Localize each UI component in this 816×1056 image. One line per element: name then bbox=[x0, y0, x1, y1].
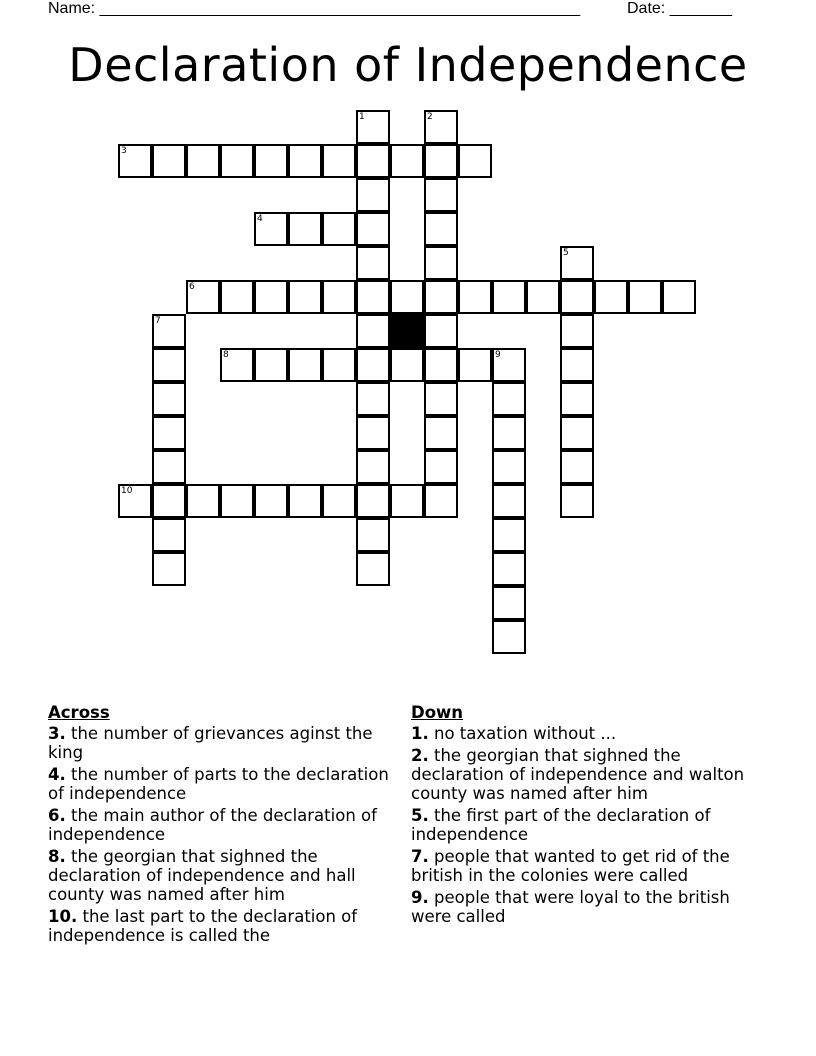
grid-cell[interactable] bbox=[424, 144, 458, 178]
grid-cell[interactable] bbox=[186, 484, 220, 518]
grid-cell[interactable] bbox=[424, 416, 458, 450]
clue-text: the georgian that sighned the declaration of independence and walton county was named after him bbox=[411, 746, 745, 803]
grid-cell[interactable] bbox=[492, 280, 526, 314]
grid-cell[interactable] bbox=[424, 280, 458, 314]
grid-cell[interactable] bbox=[356, 280, 390, 314]
cell-number: 10 bbox=[121, 486, 133, 496]
grid-cell[interactable] bbox=[356, 178, 390, 212]
grid-cell[interactable] bbox=[254, 212, 288, 246]
grid-cell[interactable] bbox=[186, 144, 220, 178]
grid-cell[interactable] bbox=[322, 212, 356, 246]
down-clue bbox=[411, 806, 761, 844]
grid-cell[interactable] bbox=[356, 110, 390, 144]
grid-cell[interactable] bbox=[356, 212, 390, 246]
grid-cell[interactable] bbox=[492, 450, 526, 484]
grid-cell[interactable] bbox=[152, 484, 186, 518]
grid-cell[interactable] bbox=[424, 212, 458, 246]
grid-cell[interactable] bbox=[560, 450, 594, 484]
grid-cell[interactable] bbox=[288, 484, 322, 518]
grid-cell[interactable] bbox=[424, 314, 458, 348]
grid-cell[interactable] bbox=[390, 144, 424, 178]
grid-cell[interactable] bbox=[220, 348, 254, 382]
grid-cell[interactable] bbox=[288, 144, 322, 178]
grid-cell[interactable] bbox=[118, 484, 152, 518]
grid-cell[interactable] bbox=[322, 348, 356, 382]
across-clue bbox=[48, 724, 393, 762]
grid-cell[interactable] bbox=[390, 348, 424, 382]
grid-cell[interactable] bbox=[560, 280, 594, 314]
black-cell bbox=[390, 314, 424, 348]
grid-cell[interactable] bbox=[492, 620, 526, 654]
across-clue bbox=[48, 806, 393, 844]
grid-cell[interactable] bbox=[356, 484, 390, 518]
grid-cell[interactable] bbox=[152, 144, 186, 178]
grid-cell[interactable] bbox=[254, 144, 288, 178]
grid-cell[interactable] bbox=[118, 144, 152, 178]
grid-cell[interactable] bbox=[152, 552, 186, 586]
grid-cell[interactable] bbox=[560, 416, 594, 450]
clue-number: 3. bbox=[48, 724, 66, 743]
page-title: Declaration of Independence bbox=[68, 38, 748, 92]
grid-cell[interactable] bbox=[492, 348, 526, 382]
grid-cell[interactable] bbox=[254, 348, 288, 382]
cell-number: 6 bbox=[189, 282, 195, 292]
clue-number: 7. bbox=[411, 847, 429, 866]
grid-cell[interactable] bbox=[424, 110, 458, 144]
across-clue bbox=[48, 907, 393, 945]
grid-cell[interactable] bbox=[356, 314, 390, 348]
grid-cell[interactable] bbox=[152, 416, 186, 450]
down-clue bbox=[411, 847, 761, 885]
cell-number: 4 bbox=[257, 214, 263, 224]
grid-cell[interactable] bbox=[424, 348, 458, 382]
clue-number: 6. bbox=[48, 806, 66, 825]
clue-number: 10. bbox=[48, 907, 78, 926]
across-heading: Across bbox=[48, 703, 110, 722]
grid-cell[interactable] bbox=[492, 586, 526, 620]
grid-cell[interactable] bbox=[390, 484, 424, 518]
grid-cell[interactable] bbox=[152, 382, 186, 416]
clue-text: no taxation without ... bbox=[434, 724, 617, 743]
grid-cell[interactable] bbox=[662, 280, 696, 314]
grid-cell[interactable] bbox=[356, 382, 390, 416]
grid-cell[interactable] bbox=[288, 212, 322, 246]
cell-number: 8 bbox=[223, 350, 229, 360]
clue-number: 5. bbox=[411, 806, 429, 825]
grid-cell[interactable] bbox=[424, 382, 458, 416]
grid-cell[interactable] bbox=[220, 484, 254, 518]
down-clues bbox=[411, 703, 761, 929]
grid-cell[interactable] bbox=[288, 348, 322, 382]
clue-number: 4. bbox=[48, 765, 66, 784]
grid-cell[interactable] bbox=[424, 450, 458, 484]
grid-cell[interactable] bbox=[560, 382, 594, 416]
grid-cell[interactable] bbox=[186, 280, 220, 314]
grid-cell[interactable] bbox=[152, 348, 186, 382]
grid-cell[interactable] bbox=[152, 518, 186, 552]
down-heading: Down bbox=[411, 703, 464, 722]
grid-cell[interactable] bbox=[560, 246, 594, 280]
cell-number: 7 bbox=[155, 316, 161, 326]
grid-cell[interactable] bbox=[424, 178, 458, 212]
grid-cell[interactable] bbox=[594, 280, 628, 314]
name-line: ______________________________________________________ bbox=[99, 0, 581, 17]
cell-number: 1 bbox=[359, 112, 365, 122]
clue-text: the last part to the declaration of independence is called the bbox=[48, 907, 358, 945]
grid-cell[interactable] bbox=[526, 280, 560, 314]
grid-cell[interactable] bbox=[356, 348, 390, 382]
grid-cell[interactable] bbox=[390, 280, 424, 314]
clue-number: 2. bbox=[411, 746, 429, 765]
grid-cell[interactable] bbox=[220, 280, 254, 314]
grid-cell[interactable] bbox=[288, 280, 322, 314]
grid-cell[interactable] bbox=[356, 416, 390, 450]
grid-cell[interactable] bbox=[254, 280, 288, 314]
across-clues bbox=[48, 703, 393, 948]
grid-cell[interactable] bbox=[458, 280, 492, 314]
grid-cell[interactable] bbox=[220, 144, 254, 178]
clue-text: people that were loyal to the british were called bbox=[411, 888, 730, 926]
cell-number: 9 bbox=[495, 350, 501, 360]
grid-cell[interactable] bbox=[356, 450, 390, 484]
name-label: Name: bbox=[48, 0, 96, 17]
down-clue bbox=[411, 888, 761, 926]
grid-cell[interactable] bbox=[356, 552, 390, 586]
grid-cell[interactable] bbox=[560, 348, 594, 382]
clue-text: the number of parts to the declaration of independence bbox=[48, 765, 389, 803]
clue-number: 8. bbox=[48, 847, 66, 866]
date-label: Date: bbox=[627, 0, 666, 17]
grid-cell[interactable] bbox=[458, 144, 492, 178]
grid-cell[interactable] bbox=[560, 484, 594, 518]
grid-cell[interactable] bbox=[424, 246, 458, 280]
grid-cell[interactable] bbox=[322, 144, 356, 178]
clue-text: people that wanted to get rid of the british in the colonies were called bbox=[411, 847, 730, 885]
clue-number: 9. bbox=[411, 888, 429, 907]
grid-cell[interactable] bbox=[152, 450, 186, 484]
grid-cell[interactable] bbox=[458, 348, 492, 382]
clue-number: 1. bbox=[411, 724, 429, 743]
grid-cell[interactable] bbox=[322, 280, 356, 314]
across-clue bbox=[48, 765, 393, 803]
grid-cell[interactable] bbox=[492, 552, 526, 586]
cell-number: 3 bbox=[121, 146, 127, 156]
clue-text: the first part of the declaration of independence bbox=[411, 806, 711, 844]
grid-cell[interactable] bbox=[492, 382, 526, 416]
grid-cell[interactable] bbox=[492, 518, 526, 552]
across-clue bbox=[48, 847, 393, 904]
grid-cell[interactable] bbox=[492, 416, 526, 450]
grid-cell[interactable] bbox=[492, 484, 526, 518]
down-clue bbox=[411, 724, 761, 743]
cell-number: 2 bbox=[427, 112, 433, 122]
clue-text: the georgian that sighned the declaration of independence and hall county was named after him bbox=[48, 847, 356, 904]
clue-text: the number of grievances aginst the king bbox=[48, 724, 373, 762]
grid-cell[interactable] bbox=[356, 144, 390, 178]
grid-cell[interactable] bbox=[628, 280, 662, 314]
grid-cell[interactable] bbox=[322, 484, 356, 518]
grid-cell[interactable] bbox=[560, 314, 594, 348]
grid-cell[interactable] bbox=[424, 484, 458, 518]
grid-cell[interactable] bbox=[152, 314, 186, 348]
grid-cell[interactable] bbox=[356, 246, 390, 280]
clue-text: the main author of the declaration of independence bbox=[48, 806, 377, 844]
down-clue bbox=[411, 746, 761, 803]
date-line: _______ bbox=[669, 0, 732, 17]
cell-number: 5 bbox=[563, 248, 569, 258]
grid-cell[interactable] bbox=[254, 484, 288, 518]
grid-cell[interactable] bbox=[356, 518, 390, 552]
